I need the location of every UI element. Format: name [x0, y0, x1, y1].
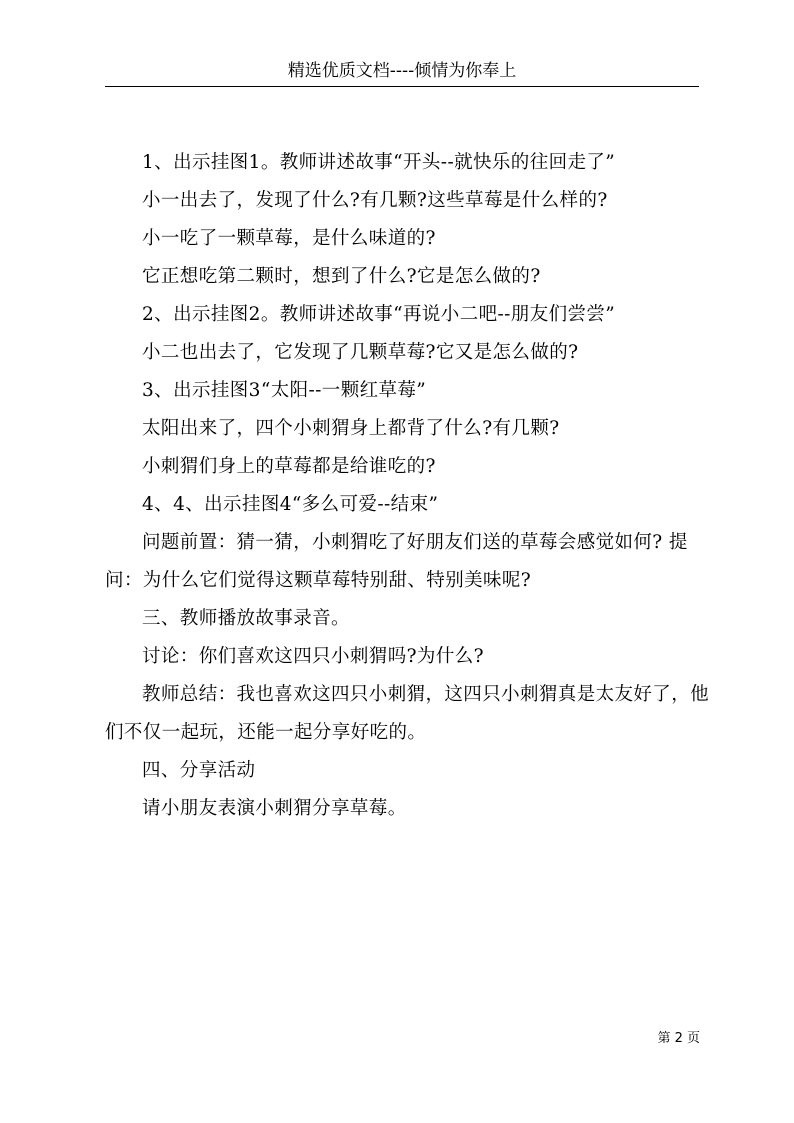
page-number: 第 2 页 [657, 1031, 700, 1046]
page-header: 精选优质文档----倾情为你奉上 [287, 61, 517, 81]
paragraph-13: 讨论：你们喜欢这四只小刺猬吗?为什么? [142, 646, 484, 667]
paragraph-14: 教师总结：我也喜欢这四只小刺猬，这四只小刺猬真是太友好了，他们不仅一起玩，还能一起分享好吃的。 [105, 684, 710, 743]
paragraph-2: 小一出去了，发现了什么?有几颗?这些草莓是什么样的? [142, 190, 608, 211]
paragraph-6: 小二也出去了，它发现了几颗草莓?它又是怎么做的? [142, 342, 579, 363]
paragraph-12: 三、教师播放故事录音。 [142, 608, 350, 629]
header-divider [105, 86, 699, 87]
paragraph-7: 3、出示挂图3“太阳--一颗红草莓” [142, 380, 427, 401]
paragraph-11: 问题前置：猜一猜，小刺猬吃了好朋友们送的草莓会感觉如何? 提问：为什么它们觉得这颗草莓特别甜、特别美味呢? [105, 532, 688, 591]
paragraph-1: 1、出示挂图1。教师讲述故事“开头--就快乐的往回走了” [142, 152, 616, 173]
paragraph-15: 四、分享活动 [142, 760, 256, 781]
paragraph-9: 小刺猬们身上的草莓都是给谁吃的? [142, 456, 436, 477]
paragraph-5: 2、出示挂图2。教师讲述故事“再说小二吧--朋友们尝尝” [142, 304, 616, 325]
paragraph-3: 小一吃了一颗草莓，是什么味道的? [142, 228, 436, 249]
document-body [105, 144, 709, 828]
paragraph-10: 4、4、出示挂图4“多么可爱--结束” [142, 494, 439, 515]
paragraph-4: 它正想吃第二颗时，想到了什么?它是怎么做的? [142, 266, 541, 287]
paragraph-8: 太阳出来了，四个小刺猬身上都背了什么?有几颗? [142, 418, 560, 439]
paragraph-16: 请小朋友表演小刺猬分享草莓。 [142, 798, 407, 819]
